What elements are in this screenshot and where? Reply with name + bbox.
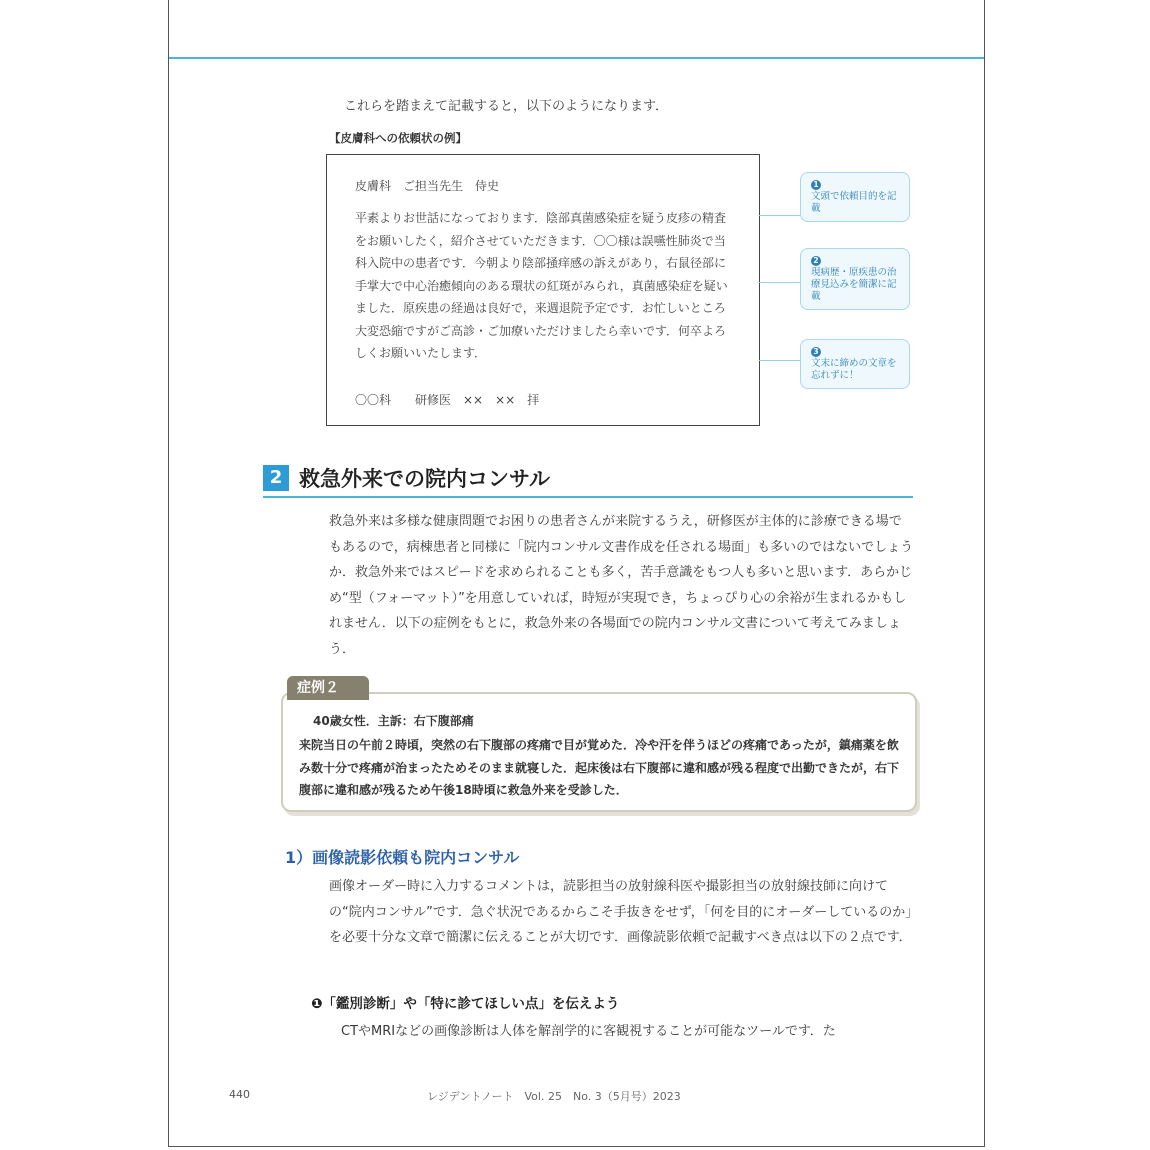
letter-signature: 〇〇科 研修医 ×× ×× 拝	[355, 393, 540, 407]
annotation-text: 文頭で依頼目的を記載	[811, 191, 897, 214]
number-badge-icon: 2	[811, 256, 821, 266]
subsection-paragraph: 画像オーダー時に入力するコメントは，読影担当の放射線科医や撮影担当の放射線技師に向けての“院内コンサル”です．急ぐ状況であるからこそ手抜きをせず，「何を目的にオーダーしているのか」を必要十分な文章で簡潔に伝えることが大切です．画像読影依頼で記載すべき点は以下の２点です．	[329, 879, 912, 945]
point-heading: ❶「鑑別診断」や「特に診てほしい点」を伝えよう	[311, 996, 620, 1012]
case-body: 来院当日の午前２時頃，突然の右下腹部の疼痛で目が覚めた．冷や汗を伴うほどの疼痛であったが，鎮痛薬を飲み数十分で疼痛が治まったためそのまま就寝した．起床後は右下腹部に違和感が残る程度で出勤できたが，右下腹部に違和感が残るため午後18時頃に救急外来を受診した．	[299, 738, 900, 797]
example-label: 【皮膚科への依頼状の例】	[329, 131, 467, 145]
section-number: 2	[263, 465, 289, 491]
connector-line	[759, 215, 800, 216]
subsection-heading: 1）画像読影依頼も院内コンサル	[285, 848, 520, 867]
annotation-bubble-1	[800, 172, 910, 222]
page-number: 440	[229, 1088, 250, 1101]
case-summary: 40歳女性．主訴：右下腹部痛	[313, 714, 474, 728]
case-tag: 症例２	[287, 676, 369, 700]
number-badge-icon: 3	[811, 347, 821, 357]
letter-salutation: 皮膚科 ご担当先生 侍史	[355, 179, 500, 193]
letter-body: 平素よりお世話になっております．陰部真菌感染症を疑う皮疹の精査をお願いしたく，紹介させていただきます．〇〇様は誤嚥性肺炎で当科入院中の患者です．今朝より陰部掻痒感の訴えがあり，右鼠径部に手掌大で中心治癒傾向のある環状の紅斑がみられ，真菌感染症を疑いました．原疾患の経過は良好で，来週退院予定です．お忙しいところ大変恐縮ですがご高診・ご加療いただけましたら幸いです．何卒よろしくお願いいたします．	[355, 211, 728, 360]
section-title: 救急外来での院内コンサル	[299, 467, 550, 491]
annotation-bubble-2	[800, 248, 910, 310]
connector-line	[759, 360, 800, 361]
running-footer: レジデントノート Vol. 25 No. 3（5月号）2023	[427, 1090, 681, 1103]
annotation-text: 現病歴・原疾患の治療見込みを簡潔に記載	[811, 267, 897, 302]
section-rule	[263, 496, 913, 498]
header-rule	[169, 57, 984, 59]
connector-line	[759, 282, 800, 283]
example-letter	[326, 154, 760, 426]
section-paragraph: 救急外来は多様な健康問題でお困りの患者さんが来院するうえ，研修医が主体的に診療できる場でもあるので，病棟患者と同様に「院内コンサル文書作成を任される場面」も多いのではないでしょうか．救急外来ではスピードを求められることも多く，苦手意識をもつ人も多いと思います．あらかじめ“型（フォーマット）”を用意していれば，時短が実現でき，ちょっぴり心の余裕が生まれるかもしれません．以下の症例をもとに，救急外来の各場面での院内コンサル文書について考えてみましょう．	[329, 514, 914, 657]
point-paragraph: CTやMRIなどの画像診断は人体を解剖学的に客観視することが可能なツールです．た	[341, 1024, 836, 1039]
annotation-bubble-3	[800, 339, 910, 389]
page	[168, 0, 985, 1147]
number-badge-icon: 1	[811, 180, 821, 190]
case-box	[281, 692, 917, 812]
intro-text: これらを踏まえて記載すると，以下のようになります．	[344, 99, 668, 114]
annotation-text: 文末に締めの文章を忘れずに！	[811, 358, 897, 381]
